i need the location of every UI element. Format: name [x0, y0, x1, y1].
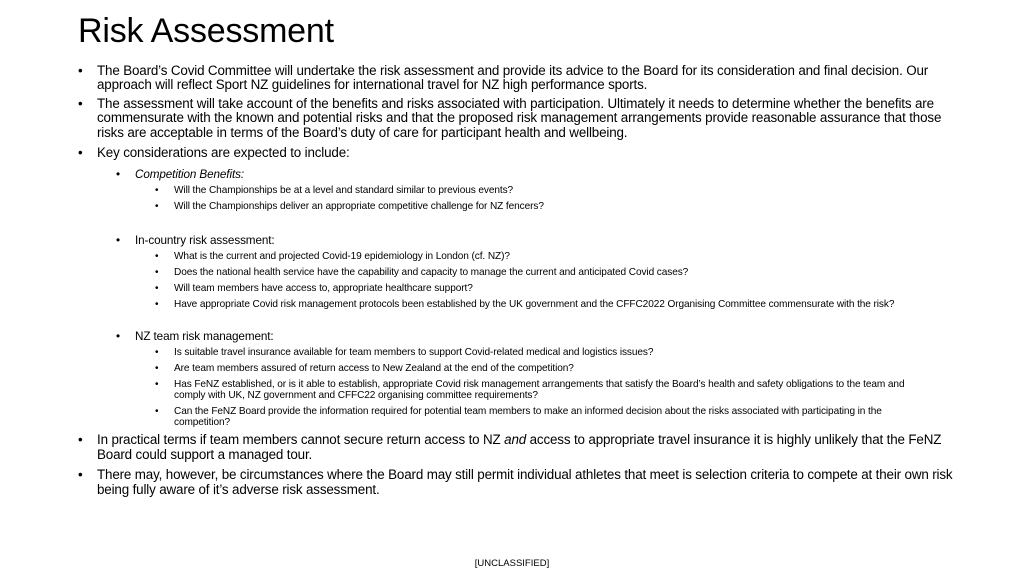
bullet-text: The assessment will take account of the benefits and risks associated with participation. Ultimately it needs to determine whether the benefits are commensurate with the known and potential risks and that the proposed risk management arrangements provide reasonable assurance that those risks are acceptable in terms of the Board’s duty of care for participant health and wellbeing.	[97, 95, 942, 140]
sub-item	[78, 201, 958, 212]
bullet-dot: •	[155, 185, 159, 197]
consideration-heading-competition	[78, 168, 958, 181]
bullet-dot: •	[116, 168, 120, 182]
bullet-dot: •	[155, 201, 159, 213]
bullet-text: Key considerations are expected to include:	[97, 145, 350, 161]
bullet-conclusion-1	[78, 433, 958, 462]
slide-body	[78, 64, 958, 497]
bullet-dot: •	[78, 145, 83, 161]
bullet-text: There may, however, be circumstances where the Board may still permit individual athletes that meet is selection criteria to compete at their own risk being fully aware of it’s adverse risk assessment.	[97, 467, 953, 497]
consideration-heading: NZ team risk management:	[135, 330, 274, 344]
sub-item-text: Will the Championships be at a level and standard similar to previous events?	[174, 185, 514, 197]
bullet-dot: •	[116, 330, 120, 344]
sub-item	[78, 363, 958, 374]
consideration-heading-in-country	[78, 234, 958, 247]
bullet-dot: •	[155, 251, 159, 263]
bullet-conclusion-2	[78, 468, 958, 497]
sub-item-text: Has FeNZ established, or is it able to establish, appropriate Covid risk management arrangements that satisfy the Board’s health and safety obligations to the team and comply with UK, NZ government and CFFC22 organising committee requirements?	[174, 379, 905, 402]
bullet-dot: •	[155, 379, 159, 391]
bullet-intro-1	[78, 64, 958, 93]
bullet-text: The Board’s Covid Committee will undertake the risk assessment and provide its advice to the Board for its consideration and final decision. Our approach will reflect Sport NZ guidelines for international travel for NZ high performance sports.	[97, 63, 929, 93]
sub-item	[78, 347, 958, 358]
bullet-dot: •	[78, 95, 83, 111]
sub-item	[78, 379, 958, 401]
sub-item	[78, 299, 958, 310]
sub-item-text: Will team members have access to, appropriate healthcare support?	[174, 283, 473, 295]
bullet-dot: •	[155, 347, 159, 359]
consideration-heading-nz-team	[78, 330, 958, 343]
bullet-dot: •	[155, 267, 159, 279]
sub-item-text: What is the current and projected Covid-19 epidemiology in London (cf. NZ)?	[174, 251, 510, 263]
sub-item	[78, 185, 958, 196]
bullet-dot: •	[155, 406, 159, 418]
sub-item	[78, 283, 958, 294]
bullet-intro-2	[78, 97, 958, 140]
sub-item-text: Have appropriate Covid risk management protocols been established by the UK government and the CFFC2022 Organising Committee commensurate with the risk?	[174, 299, 895, 311]
classification-footer: [UNCLASSIFIED]	[474, 558, 550, 569]
sub-item-text: Does the national health service have the capability and capacity to manage the current and anticipated Covid cases?	[174, 267, 689, 279]
slide-title: Risk Assessment	[78, 12, 334, 50]
bullet-text-part: In practical terms if team members cannot secure return access to NZ	[97, 432, 505, 448]
consideration-heading: In-country risk assessment:	[135, 234, 275, 248]
emphasis-text: and	[504, 432, 527, 448]
bullet-dot: •	[155, 299, 159, 311]
sub-item	[78, 251, 958, 262]
bullet-dot: •	[78, 63, 83, 78]
bullet-text-part: access to appropriate travel insurance it is highly unlikely that the FeNZ Board could support a managed tour.	[97, 432, 942, 462]
sub-item-text: Is suitable travel insurance available for team members to support Covid-related medical and logistics issues?	[174, 347, 654, 359]
sub-item	[78, 406, 958, 428]
bullet-dot: •	[155, 283, 159, 295]
bullet-dot: •	[155, 363, 159, 375]
bullet-intro-3	[78, 146, 958, 160]
sub-item-text: Are team members assured of return access to New Zealand at the end of the competition?	[174, 363, 574, 375]
bullet-dot: •	[78, 432, 83, 448]
bullet-dot: •	[116, 234, 120, 248]
sub-item	[78, 267, 958, 278]
sub-item-text: Will the Championships deliver an appropriate competitive challenge for NZ fencers?	[174, 201, 544, 213]
bullet-dot: •	[78, 467, 83, 483]
consideration-heading: Competition Benefits:	[135, 168, 244, 182]
sub-item-text: Can the FeNZ Board provide the information required for potential team members to make an informed decision about the risks associated with participating in the competition?	[174, 406, 882, 429]
